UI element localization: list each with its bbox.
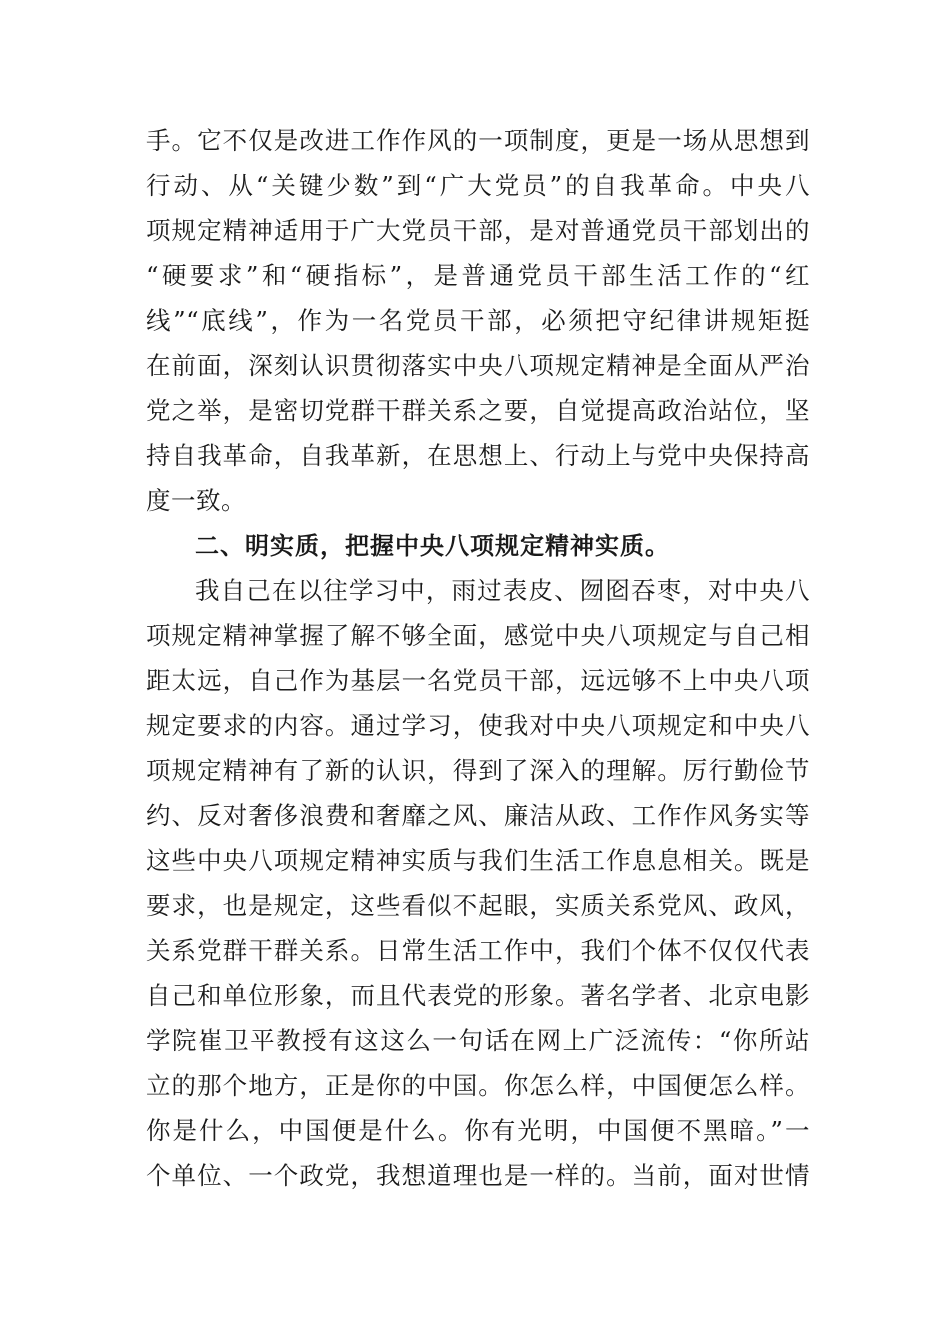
text-line: 项规定精神适用于广大党员干部，是对普通党员干部划出的 [146,216,810,245]
text-line: 你是什么，中国便是什么。你有光明，中国便不黑暗。”一 [146,1116,810,1145]
text-line: 要求，也是规定，这些看似不起眼，实质关系党风、政风， [146,891,810,920]
text-line: 在前面，深刻认识贯彻落实中央八项规定精神是全面从严治 [146,351,810,380]
text-line: 规定要求的内容。通过学习，使我对中央八项规定和中央八 [146,711,810,740]
text-line: 项规定精神有了新的认识，得到了深入的理解。厉行勤俭节 [146,756,810,785]
text-line: 约、反对奢侈浪费和奢靡之风、廉洁从政、工作作风务实等 [146,801,810,830]
text-line: 项规定精神掌握了解不够全面，感觉中央八项规定与自己相 [146,621,810,650]
text-line: 这些中央八项规定精神实质与我们生活工作息息相关。既是 [146,846,810,875]
text-line: 持自我革命，自我革新，在思想上、行动上与党中央保持高 [146,441,810,470]
text-line: 个单位、一个政党，我想道理也是一样的。当前，面对世情 [146,1161,810,1190]
text-line: 党之举，是密切党群干群关系之要，自觉提高政治站位，坚 [146,396,810,425]
text-line: 手。它不仅是改进工作作风的一项制度，更是一场从思想到 [146,126,810,155]
text-line: 关系党群干群关系。日常生活工作中，我们个体不仅仅代表 [146,936,810,965]
text-line: “硬要求”和“硬指标”，是普通党员干部生活工作的“红 [146,261,810,290]
text-line: 自己和单位形象，而且代表党的形象。著名学者、北京电影 [146,981,810,1010]
text-line: 线”“底线”，作为一名党员干部，必须把守纪律讲规矩挺 [146,306,810,335]
text-line: 学院崔卫平教授有这这么一句话在网上广泛流传：“你所站 [146,1026,810,1055]
text-line: 立的那个地方，正是你的中国。你怎么样，中国便怎么样。 [146,1071,810,1100]
text-line: 行动、从“关键少数”到“广大党员”的自我革命。中央八 [146,171,810,200]
text-line: 度一致。 [146,486,246,515]
section-heading: 二、明实质，把握中央八项规定精神实质。 [195,532,670,560]
text-line: 距太远，自己作为基层一名党员干部，远远够不上中央八项 [146,666,810,695]
text-line: 我自己在以往学习中，雨过表皮、囫囵吞枣，对中央八 [195,576,810,605]
